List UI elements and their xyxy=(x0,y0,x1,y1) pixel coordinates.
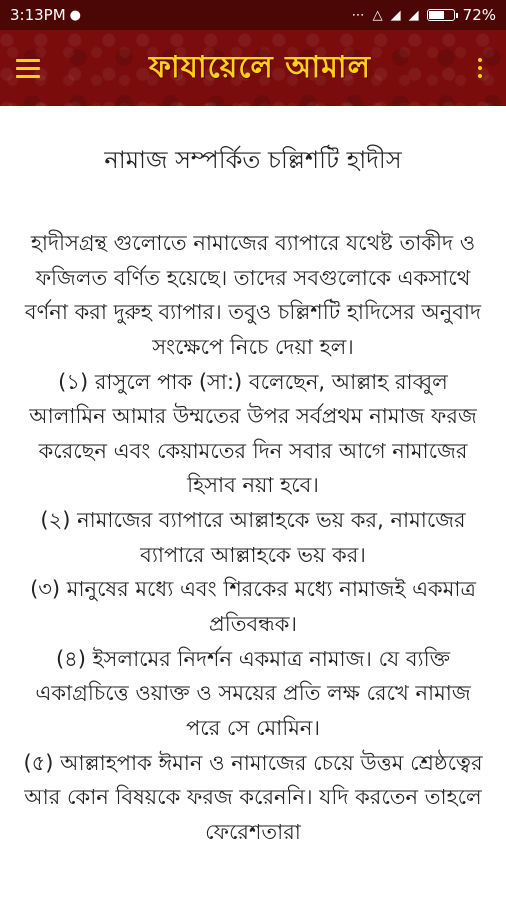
article-body xyxy=(22,226,484,850)
hamburger-menu-icon[interactable] xyxy=(16,53,50,83)
status-time: 3:13PM xyxy=(10,6,66,24)
overflow-menu-icon[interactable] xyxy=(470,53,490,83)
article-content[interactable] xyxy=(0,106,506,900)
battery-level xyxy=(429,11,445,19)
paragraph-hadith-1: (১) রাসুলে পাক (সা:) বলেছেন, আল্লাহ রাব্বুল আলামিন আমার উম্মতের উপর সর্বপ্রথম নামাজ ফরজ করেছেন এবং কেয়ামতের দিন সবার আগে নামাজের হিসাব নয়া হবে। xyxy=(29,369,477,498)
battery-label: 72% xyxy=(462,6,496,24)
paragraph-hadith-4: (৪) ইসলামের নিদর্শন একমাত্র নামাজ। যে ব্যক্তি একাগ্রচিত্তে ওয়াক্ত ও সময়ের প্রতি লক্ষ রেখে নামাজ পরে সে মোমিন। xyxy=(35,646,471,740)
paragraph-hadith-5: (৫) আল্লাহপাক ঈমান ও নামাজের চেয়ে উত্তম শ্রেষ্ঠত্বের আর কোন বিষয়কে ফরজ করেননি। যদি করতেন তাহলে ফেরেশতারা xyxy=(23,750,483,844)
signal-icon: ◢ xyxy=(390,7,401,23)
wifi-icon: △ xyxy=(372,7,383,23)
status-left xyxy=(10,6,81,24)
status-bar xyxy=(0,0,506,30)
paragraph-hadith-2: (২) নামাজের ব্যাপারে আল্লাহকে ভয় কর, নামাজের ব্যাপারে আল্লাহকে ভয় কর। xyxy=(40,508,466,567)
status-right xyxy=(352,6,496,24)
more-icon: ⋯ xyxy=(351,7,365,23)
battery-icon xyxy=(427,9,455,21)
app-toolbar xyxy=(0,30,506,106)
signal-icon-2: ◢ xyxy=(408,7,419,23)
paragraph-hadith-3: (৩) মানুষের মধ্যে এবং শিরকের মধ্যে নামাজই একমাত্র প্রতিবন্ধক। xyxy=(30,577,476,637)
paragraph-intro: হাদীসগ্রন্থ গুলোতে নামাজের ব্যাপারে যথেষ্ট তাকীদ ও ফজিলত বর্ণিত হয়েছে। তাদের সবগুলোকে একসাথে বর্ণনা করা দুরুহ ব্যাপার। তবুও চল্লিশটি হাদিসের অনুবাদ সংক্ষেপে নিচে দেয়া হল। xyxy=(24,231,482,359)
app-title: ফাযায়েলে আমাল xyxy=(149,49,371,85)
notification-icon: ● xyxy=(69,7,82,23)
article-heading: নামাজ সম্পর্কিত চল্লিশটি হাদীস xyxy=(104,146,402,174)
